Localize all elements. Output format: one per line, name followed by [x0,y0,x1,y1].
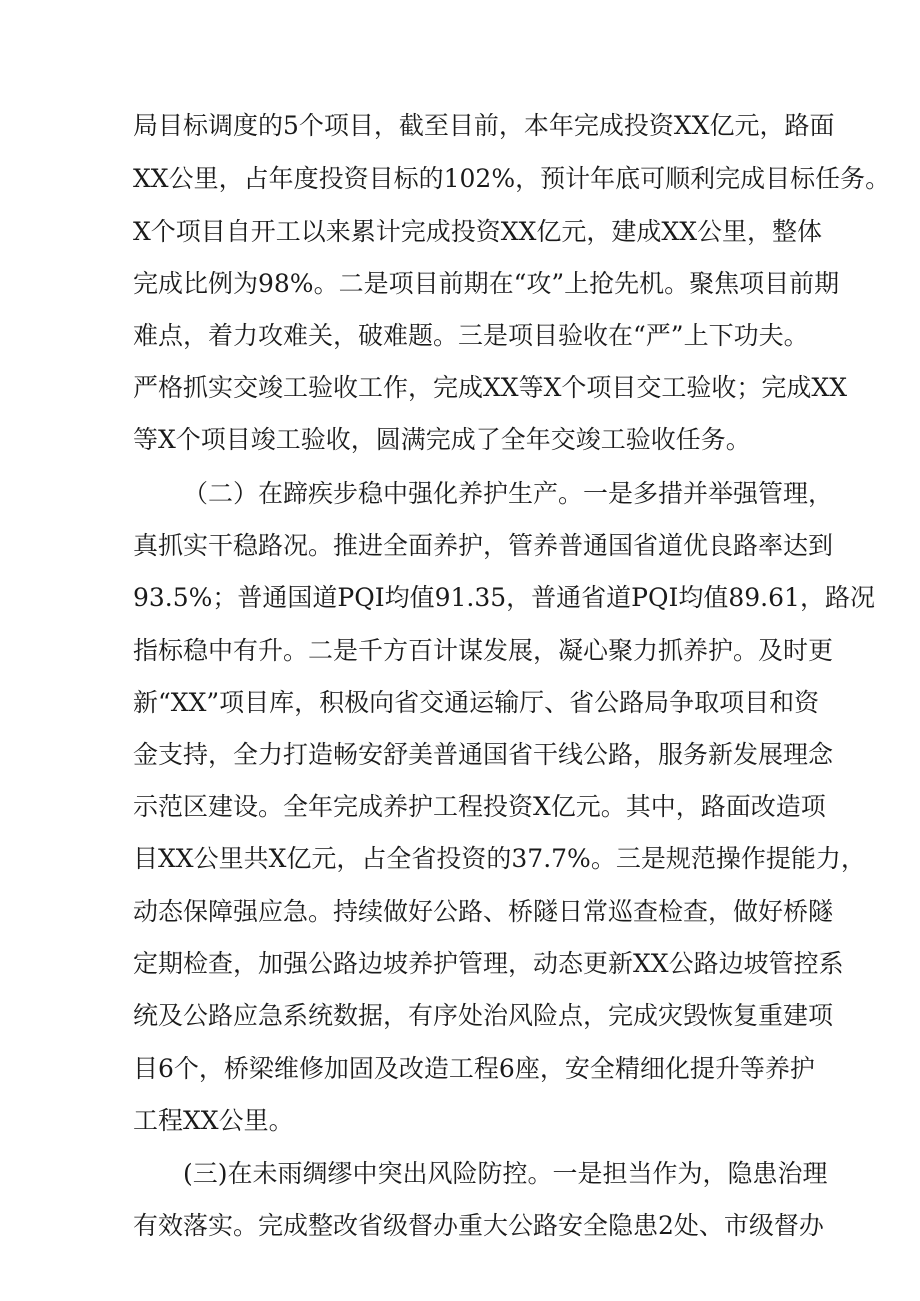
text-line: 示范区建设。全年完成养护工程投资X亿元。其中，路面改造项 [133,792,826,821]
paragraph-heading: （二）在蹄疾步稳中强化养护生产。一是多措并举强管理， [183,479,834,508]
text-line: 目6个，桥梁维修加固及改造工程6座，安全精细化提升等养护 [133,1054,815,1083]
text-line: 等X个项目竣工验收，圆满完成了全年交竣工验收任务。 [133,425,751,454]
text-line: 新“XX”项目库，积极向省交通运输厅、省公路局争取项目和资 [133,688,820,717]
text-line: X个项目自开工以来累计完成投资XX亿元，建成XX公里，整体 [133,217,822,246]
text-line: 统及公路应急系统数据，有序处治风险点，完成灾毁恢复重建项 [133,1001,834,1030]
text-line: XX公里，占年度投资目标的102%，预计年底可顺利完成目标任务。 [133,164,891,193]
text-line: 严格抓实交竣工验收工作，完成XX等X个项目交工验收；完成XX [133,373,847,402]
paragraph-heading: (三)在未雨绸缪中突出风险防控。一是担当作为，隐患治理 [183,1159,828,1188]
text-line: 金支持，全力打造畅安舒美普通国省干线公路，服务新发展理念 [133,740,834,769]
text-line: 完成比例为98%。二是项目前期在“攻”上抢先机。聚焦项目前期 [133,269,840,298]
text-line: 定期检查，加强公路边坡养护管理，动态更新XX公路边坡管控系 [133,949,844,978]
text-line: 难点，着力攻难关，破难题。三是项目验收在“严”上下功夫。 [133,321,809,350]
text-line: 局目标调度的5个项目，截至目前，本年完成投资XX亿元，路面 [133,111,835,140]
text-line: 有效落实。完成整改省级督办重大公路安全隐患2处、市级督办 [133,1211,824,1240]
text-line: 93.5%；普通国道PQI均值91.35，普通省道PQI均值89.61，路况 [133,583,875,612]
text-line: 指标稳中有升。二是千方百计谋发展，凝心聚力抓养护。及时更 [133,636,834,665]
text-line: 真抓实干稳路况。推进全面养护，管养普通国省道优良路率达到 [133,531,834,560]
text-line: 目XX公里共X亿元，占全省投资的37.7%。三是规范操作提能力， [133,844,866,873]
text-line: 工程XX公里。 [133,1106,294,1135]
text-line: 动态保障强应急。持续做好公路、桥隧日常巡查检查，做好桥隧 [133,897,834,926]
